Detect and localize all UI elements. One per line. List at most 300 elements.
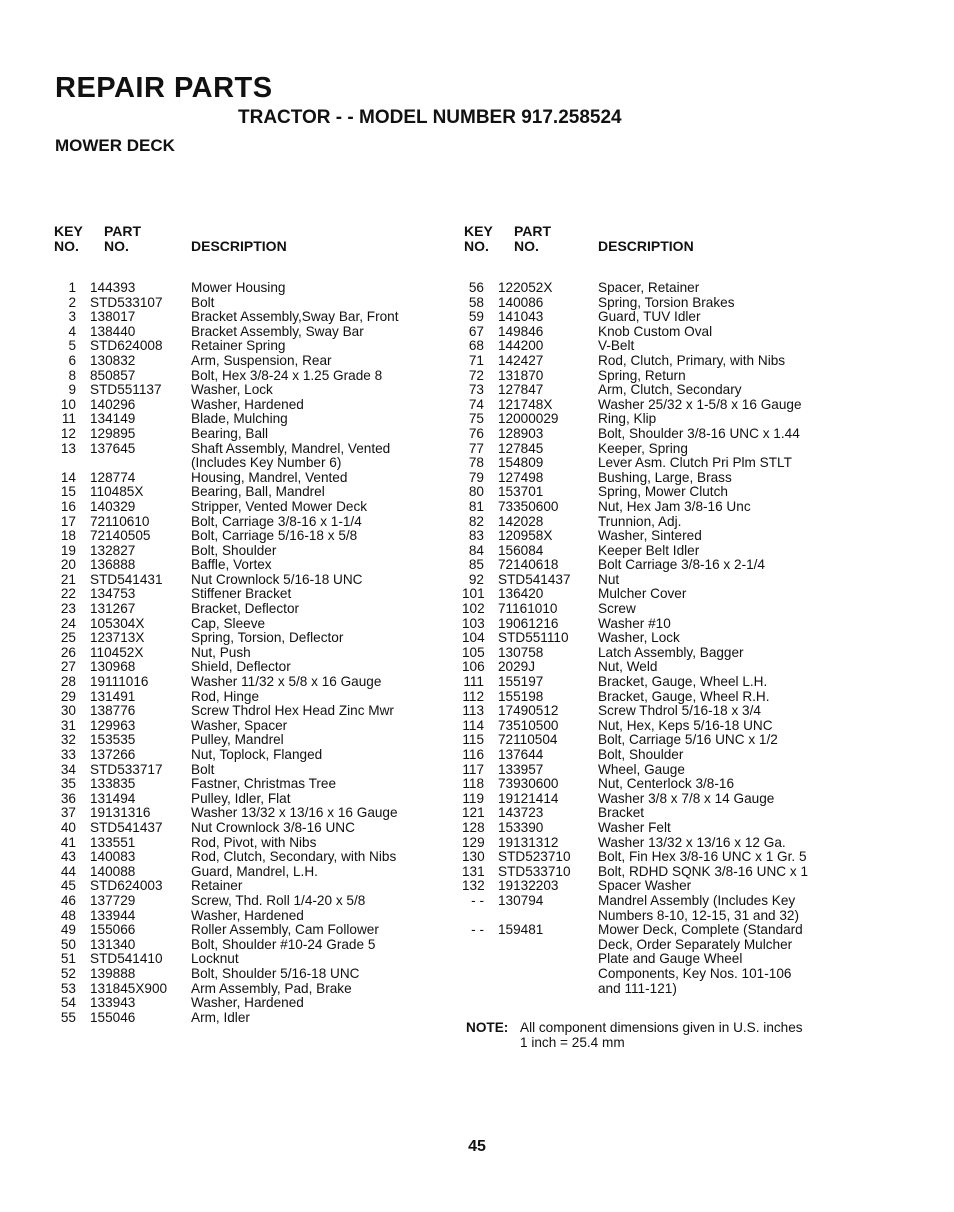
part-description: Arm, Idler <box>191 1009 250 1025</box>
key-number: 11 <box>61 411 76 427</box>
key-number: 102 <box>462 601 485 617</box>
parts-row <box>52 660 452 675</box>
column-header <box>462 224 842 260</box>
part-label: PART <box>514 223 552 239</box>
part-number: 73930600 <box>498 776 559 792</box>
part-description: Bracket <box>598 805 645 821</box>
key-number: 22 <box>60 586 76 602</box>
key-number: 49 <box>60 922 76 938</box>
page-title: REPAIR PARTS <box>55 72 273 104</box>
part-number: 138776 <box>90 703 136 719</box>
part-description: Washer, Sintered <box>598 528 702 544</box>
parts-row <box>52 704 452 719</box>
part-description: Screw Thdrol 5/16-18 x 3/4 <box>598 703 761 719</box>
part-description: Ring, Klip <box>598 411 657 427</box>
part-number: 2029J <box>498 659 536 675</box>
note-text: All component dimensions given in U.S. inches 1 inch = 25.4 mm <box>520 1020 803 1050</box>
note-label: NOTE: <box>466 1020 509 1035</box>
key-number: 34 <box>60 761 76 777</box>
part-description: Nut, Weld <box>598 659 658 675</box>
part-number: 143723 <box>498 805 544 821</box>
parts-row <box>462 369 842 384</box>
part-number: STD533710 <box>498 863 571 879</box>
parts-row <box>52 515 452 530</box>
parts-row <box>52 310 452 325</box>
key-number: 118 <box>462 776 484 792</box>
part-description: Spring, Torsion, Deflector <box>191 630 344 646</box>
part-description: Lever Asm. Clutch Pri Plm STLT <box>598 455 792 471</box>
key-number: 28 <box>60 674 76 690</box>
part-number: STD541437 <box>90 819 163 835</box>
parts-row <box>462 748 842 763</box>
part-number: 149846 <box>498 323 544 339</box>
part-description: Bolt Carriage 3/8-16 x 2-1/4 <box>598 557 765 573</box>
parts-row <box>52 544 452 559</box>
part-number: 19132203 <box>498 878 559 894</box>
parts-row <box>52 442 452 471</box>
key-number: 111 <box>463 674 484 690</box>
parts-row <box>462 704 842 719</box>
parts-row <box>462 821 842 836</box>
part-number: 153390 <box>498 819 544 835</box>
part-description: Spring, Return <box>598 367 686 383</box>
parts-row <box>52 1011 452 1026</box>
part-number: 144393 <box>90 280 136 295</box>
key-number: 16 <box>60 498 76 514</box>
part-description: Guard, Mandrel, L.H. <box>191 863 318 879</box>
part-description: Bracket, Gauge, Wheel L.H. <box>598 674 768 690</box>
part-description: Arm, Clutch, Secondary <box>598 382 742 398</box>
part-description: Bolt, Carriage 5/16-18 x 5/8 <box>191 528 358 544</box>
part-number: 19131316 <box>90 805 151 821</box>
part-description: Baffle, Vortex <box>191 557 272 573</box>
key-number: 26 <box>60 644 76 660</box>
key-number: 14 <box>60 469 76 485</box>
part-description: Arm, Suspension, Rear <box>191 352 332 368</box>
description-label: DESCRIPTION <box>598 238 694 254</box>
parts-row <box>462 354 842 369</box>
key-number: 45 <box>60 878 76 894</box>
part-description: Bracket Assembly,Sway Bar, Front <box>191 309 399 325</box>
part-description: Mower Housing <box>191 280 286 295</box>
part-description: Bolt, Carriage 5/16 UNC x 1/2 <box>598 732 778 748</box>
part-description: Washer 13/32 x 13/16 x 16 Gauge <box>191 805 398 821</box>
part-number: 140088 <box>90 863 136 879</box>
key-number: 17 <box>60 513 76 529</box>
part-description: Spring, Mower Clutch <box>598 484 728 500</box>
part-number: 73350600 <box>498 498 559 514</box>
parts-row <box>52 325 452 340</box>
parts-row <box>462 719 842 734</box>
key-number: 73 <box>468 382 484 398</box>
part-number: 12000029 <box>498 411 559 427</box>
part-number: 71161010 <box>498 601 558 617</box>
key-number: 131 <box>462 863 485 879</box>
section-heading: MOWER DECK <box>55 136 175 155</box>
part-number: 130832 <box>90 352 136 368</box>
parts-row <box>52 821 452 836</box>
part-number: 110485X <box>90 484 144 500</box>
parts-row <box>52 690 452 705</box>
part-description: Screw, Thd. Roll 1/4-20 x 5/8 <box>191 892 366 908</box>
part-number: 19131312 <box>498 834 559 850</box>
key-number: 31 <box>60 717 76 733</box>
part-number: 133957 <box>498 761 544 777</box>
part-number: 133835 <box>90 776 136 792</box>
part-number: 133944 <box>90 907 136 923</box>
parts-row <box>462 879 842 894</box>
part-description: Bracket, Deflector <box>191 601 300 617</box>
part-description: Mower Deck, Complete (Standard Deck, Order Separately Mulcher Plate and Gauge Wheel Components, Key Nos. 101-106 and 111-121) <box>598 922 803 996</box>
parts-row <box>462 602 842 617</box>
part-description: Spring, Torsion Brakes <box>598 294 735 310</box>
part-description: Bolt, RDHD SQNK 3/8-16 UNC x 1 <box>598 863 809 879</box>
part-description: Stripper, Vented Mower Deck <box>191 498 368 514</box>
key-number: 132 <box>462 878 485 894</box>
key-number: 46 <box>60 892 76 908</box>
key-number: 55 <box>60 1009 76 1025</box>
key-number: 50 <box>60 936 76 952</box>
key-number: 75 <box>468 411 484 427</box>
part-description: Bolt, Shoulder <box>191 542 277 558</box>
part-number: 110452X <box>90 644 144 660</box>
parts-row <box>52 529 452 544</box>
part-description: Nut, Hex Jam 3/8-16 Unc <box>598 498 751 514</box>
parts-row <box>52 777 452 792</box>
part-description: Bolt <box>191 761 215 777</box>
key-number: 54 <box>60 995 76 1011</box>
parts-row <box>462 573 842 588</box>
part-description: Keeper, Spring <box>598 440 688 456</box>
part-number: 130794 <box>498 892 544 908</box>
part-description: Washer 3/8 x 7/8 x 14 Gauge <box>598 790 775 806</box>
parts-row <box>462 865 842 880</box>
part-number: 144200 <box>498 338 544 354</box>
key-number: 1 <box>68 280 76 295</box>
key-number: 101 <box>462 586 485 602</box>
key-number: 85 <box>468 557 484 573</box>
parts-row <box>52 646 452 661</box>
parts-row <box>462 675 842 690</box>
part-number: 72110610 <box>90 513 150 529</box>
parts-row <box>462 923 842 996</box>
key-number: 5 <box>68 338 76 354</box>
key-number: 56 <box>468 280 484 295</box>
parts-row <box>52 938 452 953</box>
key-number: 74 <box>468 396 484 412</box>
part-number: 122052X <box>498 280 553 295</box>
parts-row <box>52 996 452 1011</box>
part-number: 17490512 <box>498 703 559 719</box>
key-number: 80 <box>468 484 484 500</box>
parts-row <box>462 529 842 544</box>
parts-row <box>52 500 452 515</box>
part-description: Bolt, Fin Hex 3/8-16 UNC x 1 Gr. 5 <box>598 849 807 865</box>
part-number: 137266 <box>90 747 136 762</box>
part-number: 142028 <box>498 513 544 529</box>
key-number: 23 <box>60 601 76 617</box>
part-number: 120958X <box>498 528 553 544</box>
key-number: 41 <box>60 834 76 850</box>
part-description: Nut, Centerlock 3/8-16 <box>598 776 735 792</box>
part-number: 72140505 <box>90 528 151 544</box>
key-number: 32 <box>60 732 76 748</box>
parts-row <box>52 763 452 778</box>
part-description: Keeper Belt Idler <box>598 542 700 558</box>
key-number: 83 <box>468 528 484 544</box>
part-description: Arm Assembly, Pad, Brake <box>191 980 352 996</box>
part-number: 131870 <box>498 367 544 383</box>
key-number: 130 <box>462 849 485 865</box>
part-description: Washer, Spacer <box>191 717 288 733</box>
part-number: 142427 <box>498 352 544 368</box>
parts-row <box>52 719 452 734</box>
part-no-label: NO. <box>514 238 539 254</box>
part-description: Trunnion, Adj. <box>598 513 682 529</box>
part-number: 133943 <box>90 995 136 1011</box>
parts-row <box>52 967 452 982</box>
part-number: 153535 <box>90 732 136 748</box>
key-number: 8 <box>68 367 76 383</box>
part-description: Screw <box>598 601 636 617</box>
parts-row <box>462 733 842 748</box>
part-number: 155197 <box>498 674 544 690</box>
parts-row <box>52 339 452 354</box>
parts-row <box>462 500 842 515</box>
parts-row <box>52 587 452 602</box>
key-number: 113 <box>462 703 484 719</box>
part-description: Bolt, Shoulder <box>598 747 684 762</box>
key-number: 81 <box>468 498 484 514</box>
part-description: Nut, Toplock, Flanged <box>191 747 323 762</box>
part-number: 130968 <box>90 659 136 675</box>
part-description: Wheel, Gauge <box>598 761 685 777</box>
part-description: Nut, Hex, Keps 5/16-18 UNC <box>598 717 773 733</box>
part-description: Latch Assembly, Bagger <box>598 644 744 660</box>
part-description: Locknut <box>191 951 239 967</box>
parts-row <box>462 325 842 340</box>
part-number: 138017 <box>90 309 136 325</box>
parts-row <box>52 296 452 311</box>
key-number: 4 <box>68 323 76 339</box>
part-description: Rod, Pivot, with Nibs <box>191 834 317 850</box>
parts-row <box>462 310 842 325</box>
key-no-label: NO. <box>54 238 79 254</box>
part-number: STD523710 <box>498 849 571 865</box>
key-label: KEY <box>464 223 493 239</box>
parts-row <box>52 281 452 296</box>
parts-row <box>52 675 452 690</box>
part-description: Roller Assembly, Cam Follower <box>191 922 379 938</box>
parts-row <box>462 850 842 865</box>
part-description: Stiffener Bracket <box>191 586 292 602</box>
part-description: Retainer Spring <box>191 338 286 354</box>
key-number: 29 <box>60 688 76 704</box>
parts-row <box>52 558 452 573</box>
parts-row <box>52 982 452 997</box>
part-number: 140296 <box>90 396 136 412</box>
part-description: Pulley, Idler, Flat <box>191 790 291 806</box>
part-number: 154809 <box>498 455 544 471</box>
part-number: 72110504 <box>498 732 558 748</box>
part-number: 155198 <box>498 688 544 704</box>
key-number: 30 <box>60 703 76 719</box>
part-number: STD541431 <box>90 571 163 587</box>
parts-row <box>462 544 842 559</box>
part-number: 121748X <box>498 396 553 412</box>
parts-row <box>462 485 842 500</box>
parts-row <box>52 865 452 880</box>
key-number: 72 <box>468 367 484 383</box>
part-description: Washer, Lock <box>598 630 680 646</box>
parts-row <box>462 456 842 471</box>
part-description: Fastner, Christmas Tree <box>191 776 337 792</box>
part-number: 130758 <box>498 644 544 660</box>
page-number: 45 <box>468 1138 486 1155</box>
part-number: 132827 <box>90 542 136 558</box>
key-number: 82 <box>468 513 484 529</box>
key-number: 44 <box>60 863 76 879</box>
note <box>466 1020 846 1050</box>
part-description: Nut Crownlock 5/16-18 UNC <box>191 571 363 587</box>
key-number: 105 <box>462 644 485 660</box>
part-number: 131845X900 <box>90 980 168 996</box>
part-description: Blade, Mulching <box>191 411 288 427</box>
parts-row <box>462 442 842 457</box>
part-number: STD541410 <box>90 951 163 967</box>
key-number: 15 <box>60 484 76 500</box>
parts-row <box>52 952 452 967</box>
part-description: Rod, Clutch, Secondary, with Nibs <box>191 849 397 865</box>
key-number: 115 <box>462 732 484 748</box>
part-description: Washer #10 <box>598 615 671 631</box>
part-number: 73510500 <box>498 717 559 733</box>
part-description: Washer Felt <box>598 819 671 835</box>
parts-row <box>52 631 452 646</box>
parts-row <box>462 646 842 661</box>
part-number: 153701 <box>498 484 544 500</box>
part-number: STD624008 <box>90 338 163 354</box>
part-description: Washer 13/32 x 13/16 x 12 Ga. <box>598 834 786 850</box>
part-number: 127845 <box>498 440 544 456</box>
parts-row <box>462 631 842 646</box>
parts-row <box>52 617 452 632</box>
key-number: 24 <box>60 615 76 631</box>
parts-row <box>462 471 842 486</box>
part-number: 129963 <box>90 717 136 733</box>
key-number: 37 <box>60 805 76 821</box>
parts-row <box>462 383 842 398</box>
part-number: 155066 <box>90 922 136 938</box>
part-number: 131491 <box>90 688 136 704</box>
part-number: 136888 <box>90 557 136 573</box>
part-number: 140329 <box>90 498 136 514</box>
parts-row <box>462 587 842 602</box>
parts-row <box>52 748 452 763</box>
part-number: 123713X <box>90 630 145 646</box>
parts-row <box>462 515 842 530</box>
part-number: 139888 <box>90 965 136 981</box>
part-label: PART <box>104 223 142 239</box>
model-subtitle: TRACTOR - - MODEL NUMBER 917.258524 <box>238 107 622 128</box>
key-number: 13 <box>60 440 76 456</box>
key-number: 128 <box>462 819 485 835</box>
key-number: 40 <box>60 819 76 835</box>
column-header <box>52 224 452 260</box>
part-number: 19121414 <box>498 790 559 806</box>
parts-row <box>462 660 842 675</box>
parts-row <box>52 733 452 748</box>
key-number: 77 <box>468 440 484 456</box>
part-number: 155046 <box>90 1009 136 1025</box>
key-number: 114 <box>462 717 484 733</box>
part-description: V-Belt <box>598 338 635 354</box>
parts-row <box>462 296 842 311</box>
key-number: 78 <box>468 455 484 471</box>
part-description: Nut, Push <box>191 644 251 660</box>
parts-list-left <box>52 281 452 1025</box>
parts-row <box>52 427 452 442</box>
key-number: 20 <box>60 557 76 573</box>
key-number: - - <box>471 892 484 908</box>
parts-list-right <box>462 281 842 996</box>
parts-row <box>462 690 842 705</box>
key-number: 106 <box>462 659 485 675</box>
key-number: 117 <box>462 761 484 777</box>
key-number: 58 <box>468 294 484 310</box>
part-description: Rod, Clutch, Primary, with Nibs <box>598 352 786 368</box>
part-number: 137644 <box>498 747 544 762</box>
part-number: STD624003 <box>90 878 163 894</box>
part-number: 72140618 <box>498 557 559 573</box>
key-number: 104 <box>462 630 485 646</box>
part-description: Retainer <box>191 878 243 894</box>
part-number: 131340 <box>90 936 136 952</box>
key-number: 84 <box>468 542 484 558</box>
part-description: Pulley, Mandrel <box>191 732 284 748</box>
parts-row <box>462 806 842 821</box>
part-description: Knob Custom Oval <box>598 323 713 339</box>
part-number: 19111016 <box>90 674 149 690</box>
parts-row <box>52 792 452 807</box>
key-number: 19 <box>60 542 76 558</box>
part-description: Shaft Assembly, Mandrel, Vented (Includes Key Number 6) <box>191 440 391 471</box>
key-number: 21 <box>60 571 76 587</box>
part-number: 138440 <box>90 323 136 339</box>
part-description: Spacer Washer <box>598 878 692 894</box>
key-number: 52 <box>60 965 76 981</box>
part-number: 128903 <box>498 425 544 441</box>
part-description: Bolt, Hex 3/8-24 x 1.25 Grade 8 <box>191 367 383 383</box>
parts-row <box>462 427 842 442</box>
part-description: Mulcher Cover <box>598 586 687 602</box>
part-description: Bushing, Large, Brass <box>598 469 732 485</box>
part-description: Rod, Hinge <box>191 688 260 704</box>
key-number: 3 <box>68 309 76 325</box>
part-description: Mandrel Assembly (Includes Key Numbers 8-10, 12-15, 31 and 32) <box>598 892 800 923</box>
key-number: 119 <box>462 790 484 806</box>
part-number: 137729 <box>90 892 136 908</box>
key-number: 2 <box>68 294 76 310</box>
part-number: 131494 <box>90 790 136 806</box>
key-number: 48 <box>60 907 76 923</box>
parts-row <box>462 792 842 807</box>
part-description: Bearing, Ball, Mandrel <box>191 484 325 500</box>
parts-column-left <box>52 224 452 1025</box>
key-number: 33 <box>60 747 76 762</box>
part-number: 128774 <box>90 469 136 485</box>
part-description: Bracket, Gauge, Wheel R.H. <box>598 688 770 704</box>
